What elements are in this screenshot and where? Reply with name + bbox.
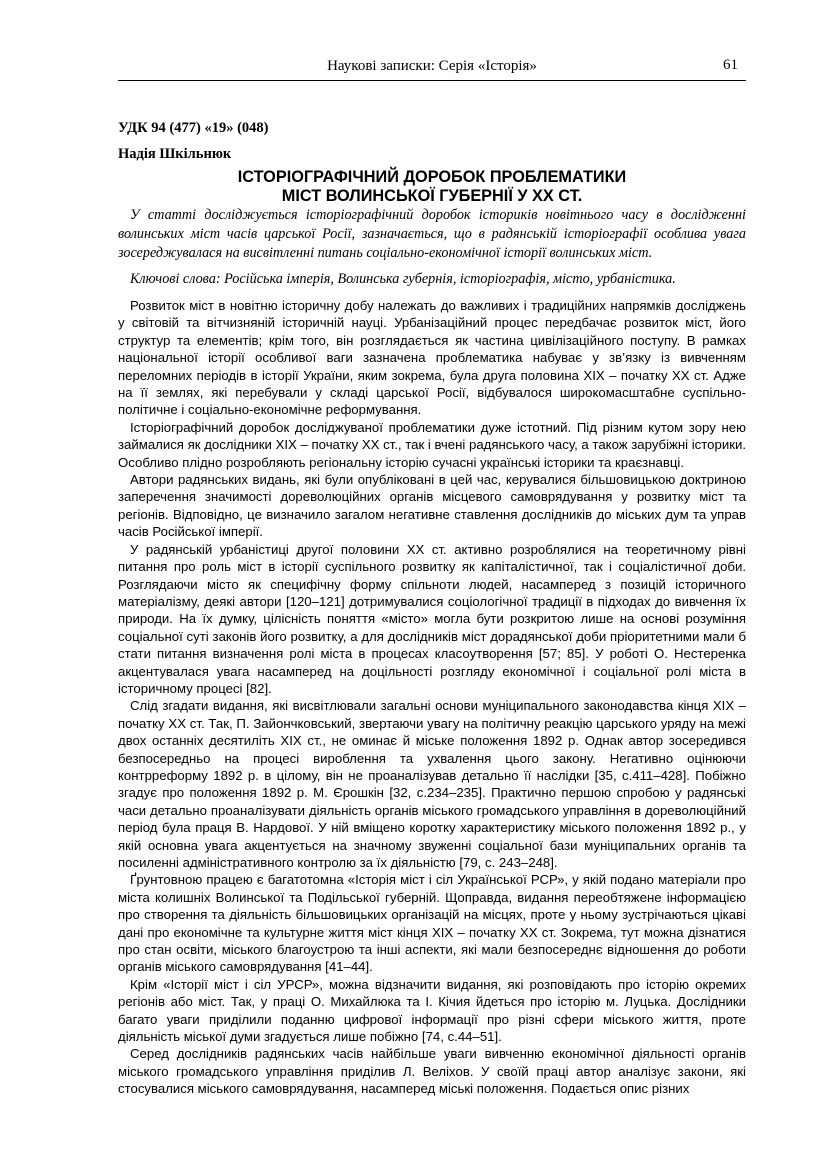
page-number: 61 xyxy=(723,57,738,73)
keywords: Ключові слова: Російська імперія, Волинська губернія, історіографія, місто, урбаністика. xyxy=(130,271,676,287)
article-title-line-2: МІСТ ВОЛИНСЬКОЇ ГУБЕРНІЇ У XX СТ. xyxy=(281,186,583,205)
body-paragraph: Серед дослідників радянських часів найбільше уваги вивченню економічної діяльності органів міського громадського управління приділив Л. Веліхов. У своїй праці автор аналізує закони, які стосувалися міського самоврядування, насамперед міські положення. Подається опис різних xyxy=(118,1046,746,1097)
header-rule xyxy=(118,80,746,81)
body-paragraph: Слід згадати видання, які висвітлювали загальні основи муніципального законодавства кінця XIX – початку XX ст. Так, П. Зайончковський, звертаючи увагу на політичну реакцію царського уряду на межі двох останніх десятиліть XIX ст., не оминає й міське положення 1892 р. Однак автор зосередився безпосередньо на процесі вироблення та ухвалення цього закону. Негативно оцінюючи контрреформу 1892 р. в цілому, він не проаналізував детально її наслідки [35, с.411–428]. Побіжно згадує про положення 1892 р. М. Єрошкін [32, с.234–235]. Практично першою спробою у радянські часи детально проаналізувати діяльність органів міського громадського управління в дореволюційний період була праця В. Нардової. У ній вміщено коротку характеристику міського положення 1892 р., у якій основна увага акцентується на значному звуженні соціальної бази муніципальних органів та посиленні адміністративного контролю за їх діяльністю [79, с. 243–248]. xyxy=(118,698,746,870)
article-title-line-1: ІСТОРІОГРАФІЧНИЙ ДОРОБОК ПРОБЛЕМАТИКИ xyxy=(237,168,627,186)
body-paragraph: Розвиток міст в новітню історичну добу належать до важливих і традиційних напрямків досліджень у світовій та вітчизняній історичній науці. Урбанізаційний процес передбачає розвиток міст, його структур та елементів; крім того, він розглядається як частина цивілізаційного поступу. В рамках національної історії особливої ваги зазначена проблематика набуває у зв’язку із вивченням переломних періодів в історії України, яким зокрема, була друга половина XIX – початку XX ст. Адже на її землях, які перебували у складі царської Росії, відбувалося широкомасштабне суспільно-політичне і соціально-економічне реформування. xyxy=(118,298,746,418)
body-paragraph: Ґрунтовною працею є багатотомна «Історія міст і сіл Української РСР», у якій подано матеріали про міста колишніх Волинської та Подільської губерній. Щоправда, видання переобтяжене інформацією про створення та діяльність більшовицьких організацій на місцях, проте у ньому зустрічаються цікаві дані про економічне та культурне життя міст кінця XIX – початку XX ст. Зокрема, тут можна дізнатися про стан освіти, міського благоустрою та інші аспекти, які мали безпосереднє відношення до роботи органів міського самоврядування [41–44]. xyxy=(118,872,746,975)
body-paragraph: Автори радянських видань, які були опубліковані в цей час, керувалися більшовицькою доктриною заперечення значимості дореволюційних органів місцевого самоврядування у розвитку міст та регіонів. Відповідно, це визначило загалом негативне ставлення дослідників до міських дум та управ часів Російської імперії. xyxy=(118,472,746,540)
body-paragraph: У радянській урбаністиці другої половини XX ст. активно розроблялися на теоретичному рівні питання про роль міст в історії суспільного розвитку як капіталістичної, так і соціалістичної доби. Розглядаючи місто як специфічну форму спільноти людей, насамперед з позицій історичного матеріалізму, деякі автори [120–121] дотримувалися соціологічної традиції в підходах до вивчення їх природи. На їх думку, цілісність поняття «місто» могла бути розкритою лише на основі розуміння соціальної суті законів його розвитку, а для дослідників міст дорадянської доби пріоритетними мали б стати питання визначення ролі міста в процесах класоутворення [57; 85]. У роботі О. Нестеренка акцентувалася увага насамперед на доцільності розгляду економічної і соціальної ролі міста в історичному процесі [82]. xyxy=(118,541,746,696)
udc-code: УДК 94 (477) «19» (048) xyxy=(118,120,269,136)
article-title xyxy=(118,168,746,205)
journal-title: Наукові записки: Серія «Історія» xyxy=(327,58,537,74)
author-name: Надія Шкільнюк xyxy=(118,146,232,162)
body-paragraph: Історіографічний доробок досліджуваної проблематики дуже істотний. Під різним кутом зору нею займалися як дослідники XIX – початку XX ст., так і вчені радянського часу, а також зарубіжні історики. Особливо плідно розробляють регіональну історію сучасні українські історики та краєзнавці. xyxy=(118,419,746,470)
abstract: У статті досліджується історіографічний доробок істориків новітнього часу в дослідженні волинських міст часів царської Росії, зазначається, що в радянській історіографії особлива увага зосереджувалася на висвітленні питань соціально-економічної історії волинських міст. xyxy=(118,207,746,261)
article-body xyxy=(118,297,746,1098)
running-header xyxy=(118,55,746,81)
body-paragraph: Крім «Історії міст і сіл УРСР», можна відзначити видання, які розповідають про історію окремих регіонів або міст. Так, у праці О. Михайлюка та І. Кічия йдеться про історію м. Луцька. Дослідники багато уваги приділили поданню цифрової інформації про різні сфери міського життя, проте діяльність міської думи згадується лише побіжно [74, с.44–51]. xyxy=(118,976,746,1045)
